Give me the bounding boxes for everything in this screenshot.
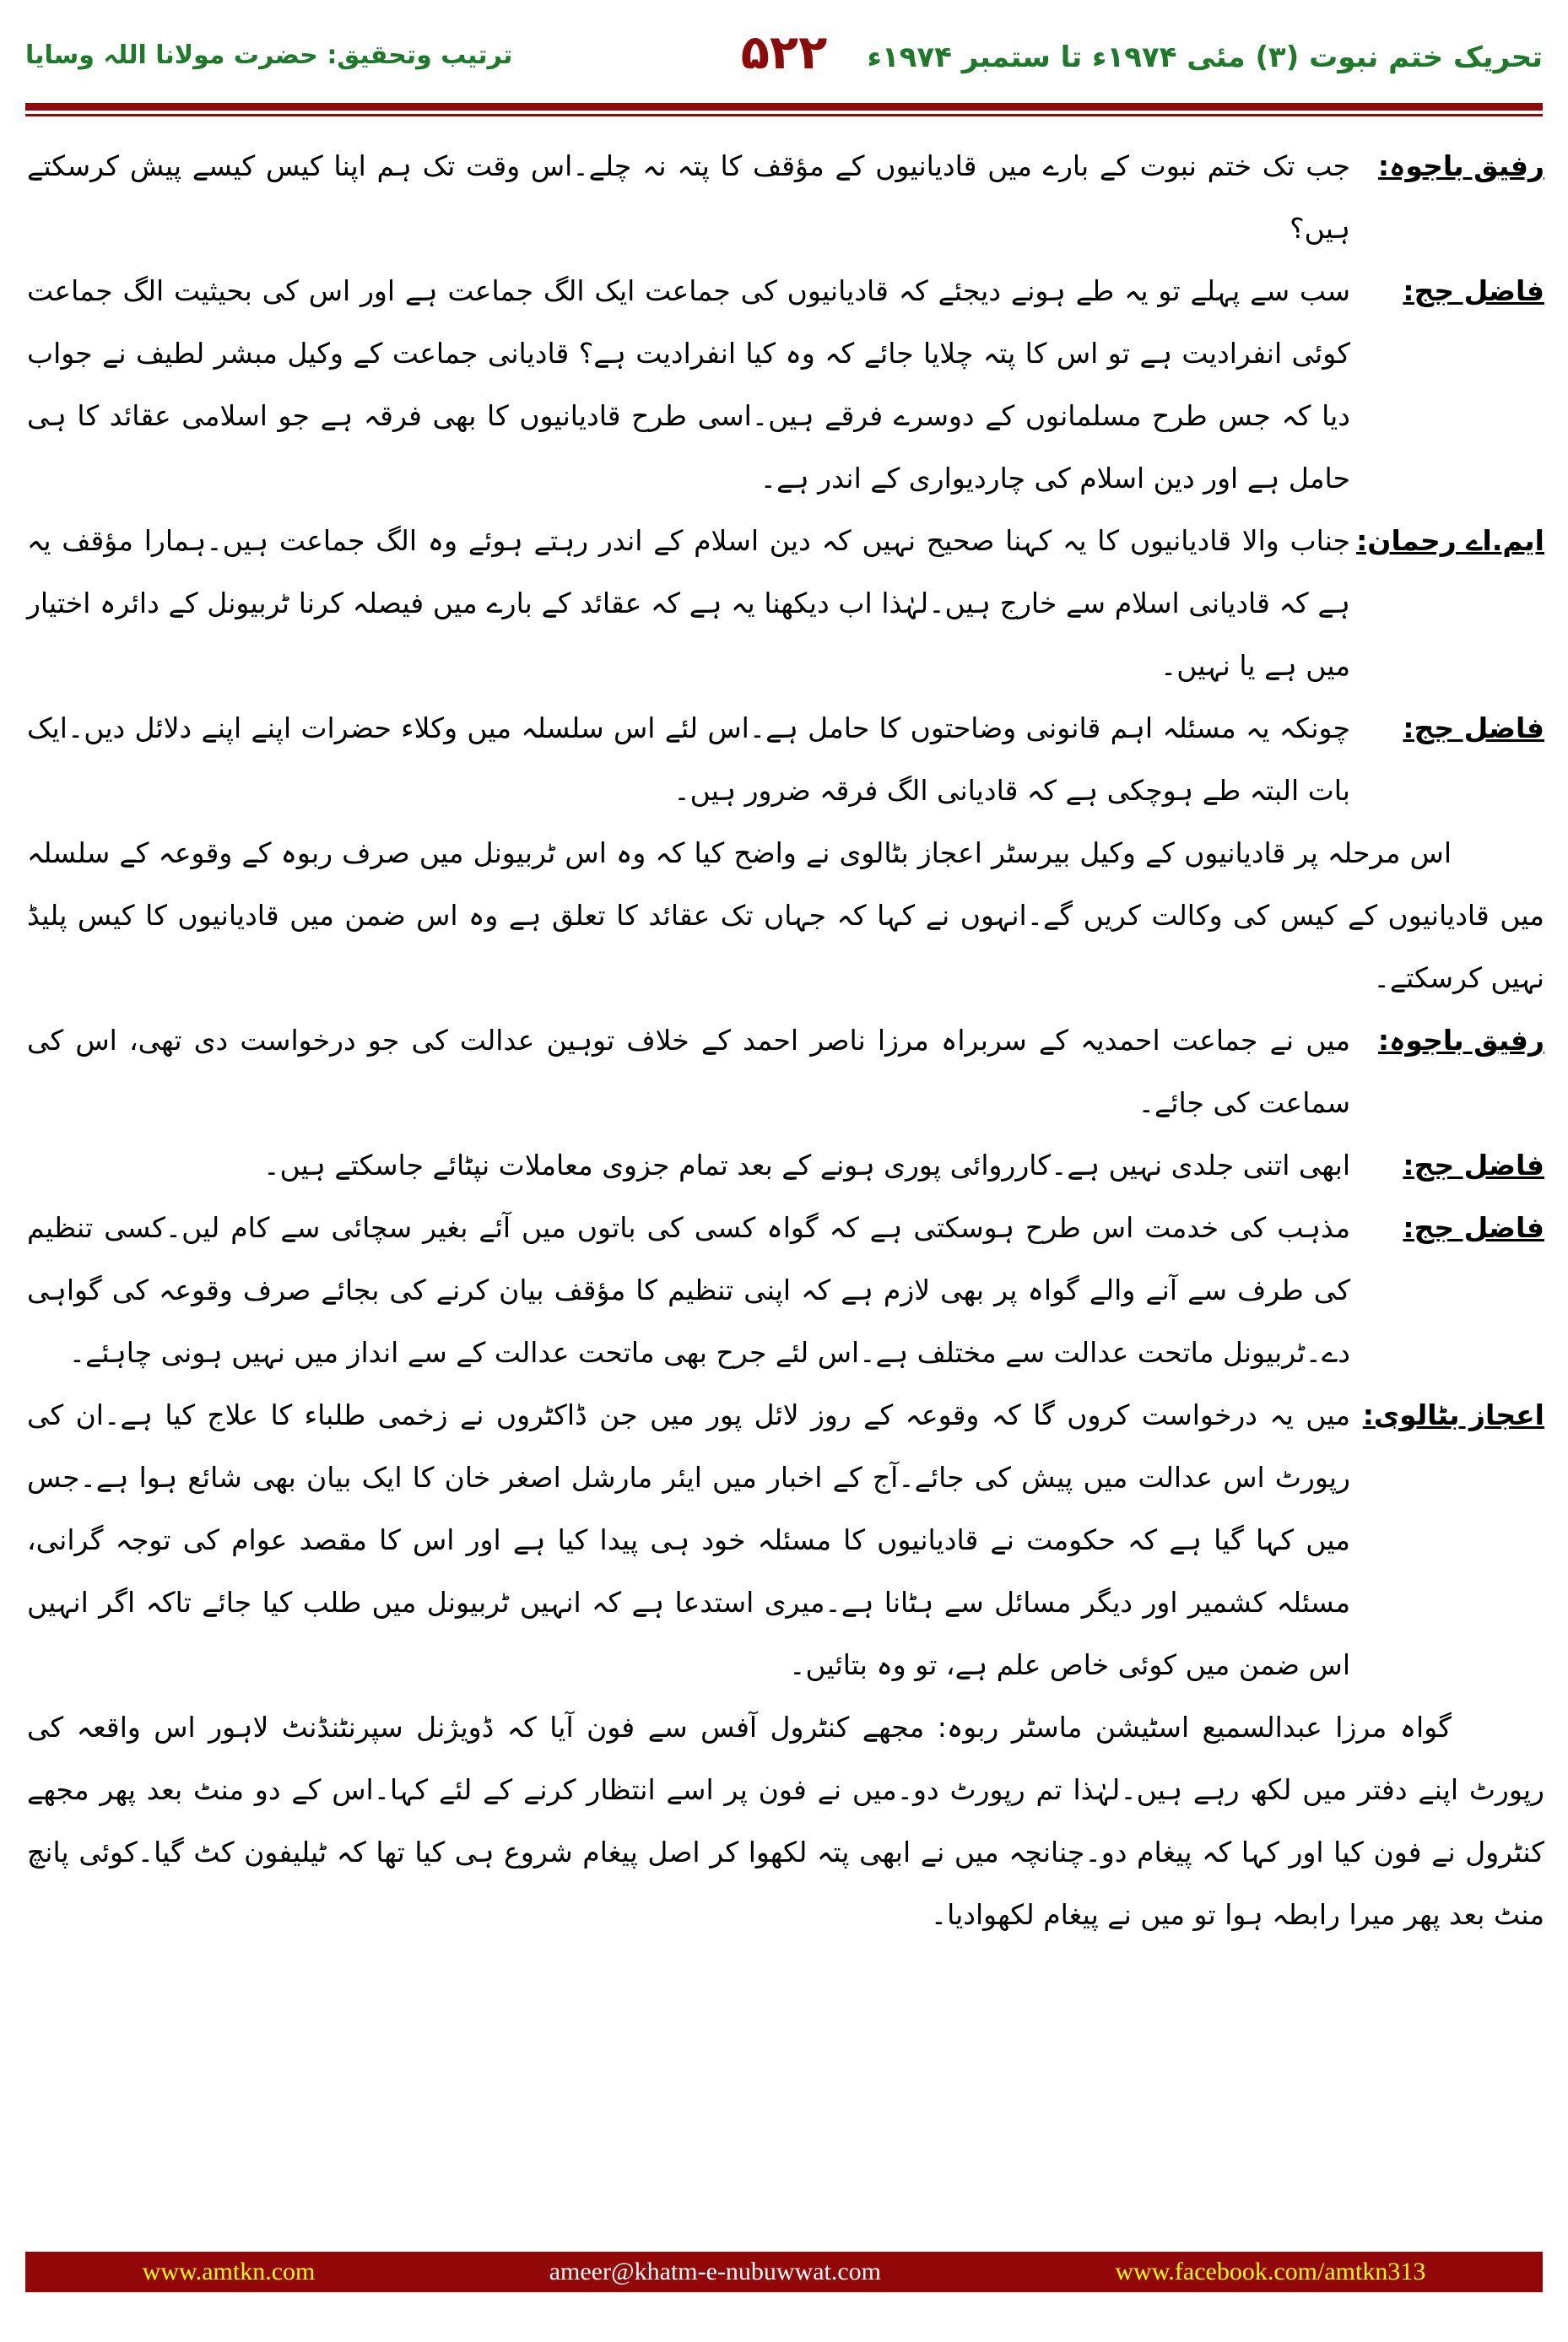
speaker-label: اعجاز بٹالوی: bbox=[1362, 1398, 1544, 1431]
speech-text: ابھی اتنی جلدی نہیں ہے۔کارروائی پوری ہونے کے بعد تمام جزوی معاملات نپٹائے جاسکتے ہیں۔ bbox=[263, 1149, 1350, 1182]
footer-bar bbox=[25, 2252, 1543, 2292]
transcript-entry bbox=[27, 510, 1544, 697]
transcript-entry bbox=[27, 1384, 1544, 1696]
transcript-entry bbox=[27, 1009, 1544, 1134]
speech-text: جناب والا قادیانیوں کا یہ کہنا صحیح نہیں کہ دین اسلام کے اندر رہتے ہوئے وہ الگ جماعت ہیں۔ہمارا مؤقف یہ ہے کہ قادیانی اسلام سے خارج ہیں۔لہٰذا اب دیکھنا یہ ہے کہ عقائد کے بارے میں فیصلہ کرنا ٹربیونل کے دائرہ اختیار میں ہے یا نہیں۔ bbox=[27, 524, 1350, 682]
speaker-label: فاضل جج: bbox=[1403, 711, 1544, 744]
speech-text: جب تک ختم نبوت کے بارے میں قادیانیوں کے مؤقف کا پتہ نہ چلے۔اس وقت تک ہم اپنا کیس کیسے پیش کرسکتے ہیں؟ bbox=[27, 149, 1350, 245]
speech-text: مذہب کی خدمت اس طرح ہوسکتی ہے کہ گواہ کسی کی باتوں میں آئے بغیر سچائی سے کام لیں۔کسی تنظیم کی طرف سے آنے والے گواہ پر بھی لازم ہے کہ اپنی تنظیم کا مؤقف بیان کرنے کی بجائے صرف وقوعہ کی گواہی دے۔ٹربیونل ماتحت عدالت سے مختلف ہے۔اس لئے جرح بھی ماتحت عدالت کے سے انداز میں نہیں ہونی چاہئے۔ bbox=[27, 1211, 1350, 1369]
email-link[interactable]: ameer@khatm-e-nubuwwat.com bbox=[549, 2258, 882, 2285]
speaker-label: فاضل جج: bbox=[1403, 274, 1544, 307]
transcript-entry bbox=[27, 697, 1544, 822]
speaker-label: فاضل جج: bbox=[1403, 1149, 1544, 1182]
transcript-entry bbox=[27, 1197, 1544, 1384]
book-title: تحریک ختم نبوت (۳) مئی ۱۹۷۴ء تا ستمبر ۱۹۷۴ء bbox=[867, 41, 1543, 74]
speech-text: چونکہ یہ مسئلہ اہم قانونی وضاحتوں کا حامل ہے۔اس لئے اس سلسلہ میں وکلاء حضرات اپنے اپنے دلائل دیں۔ایک بات البتہ طے ہوچکی ہے کہ قادیانی الگ فرقہ ضرور ہیں۔ bbox=[27, 711, 1350, 807]
transcript-entry bbox=[27, 135, 1544, 260]
header-rule-thick bbox=[25, 103, 1543, 111]
transcript-entry bbox=[27, 260, 1544, 510]
speaker-label: فاضل جج: bbox=[1403, 1211, 1544, 1244]
page-header bbox=[25, 25, 1543, 101]
speaker-label: رفیق باجوہ: bbox=[1377, 149, 1544, 182]
facebook-link[interactable]: www.facebook.com/amtkn313 bbox=[1115, 2258, 1426, 2285]
header-rule-thin bbox=[25, 114, 1543, 116]
speaker-label: ایم.اے رحمان: bbox=[1356, 524, 1544, 557]
page-number: ۵۲۲ bbox=[740, 25, 828, 80]
speech-text: میں نے جماعت احمدیہ کے سربراہ مرزا ناصر احمد کے خلاف توہین عدالت کی جو درخواست دی تھی، اس کی سماعت کی جائے۔ bbox=[27, 1024, 1350, 1119]
narrative-paragraph: گواہ مرزا عبدالسمیع اسٹیشن ماسٹر ربوہ: مجھے کنٹرول آفس سے فون آیا کہ ڈویژنل سپرنٹنڈنٹ لاہور اس واقعہ کی رپورٹ اپنے دفتر میں لکھ رہے ہیں۔لہٰذا تم رپورٹ دو۔میں نے فون پر اسے انتظار کرنے کے لئے کہا۔اس کے دو منٹ بعد پھر مجھے کنٹرول نے فون کیا اور کہا کہ پیغام دو۔چنانچہ میں نے ابھی پتہ لکھوا کر اصل پیغام شروع ہی کیا تھا کہ ٹیلیفون کٹ گیا۔کوئی پانچ منٹ بعد پھر میرا رابطہ ہوا تو میں نے پیغام لکھوادیا۔ bbox=[27, 1711, 1544, 1931]
narrative-paragraph: اس مرحلہ پر قادیانیوں کے وکیل بیرسٹر اعجاز بٹالوی نے واضح کیا کہ وہ اس ٹربیونل میں صرف ربوہ کے وقوعہ کے سلسلہ میں قادیانیوں کے کیس کی وکالت کریں گے۔انہوں نے کہا کہ جہاں تک عقائد کا تعلق ہے وہ اس ضمن میں قادیانیوں کا کیس پلیڈ نہیں کرسکتے۔ bbox=[27, 836, 1544, 994]
transcript-body bbox=[27, 135, 1544, 1946]
speech-text: سب سے پہلے تو یہ طے ہونے دیجئے کہ قادیانیوں کی جماعت ایک الگ جماعت ہے اور اس کی بحیثیت الگ جماعت کوئی انفرادیت ہے تو اس کا پتہ چلایا جائے کہ وہ کیا انفرادیت ہے؟ قادیانی جماعت کے وکیل مبشر لطیف نے جواب دیا کہ جس طرح مسلمانوں کے دوسرے فرقے ہیں۔اسی طرح قادیانیوں کا بھی فرقہ ہے جو اسلامی عقائد کا ہی حامل ہے اور دین اسلام کی چاردیواری کے اندر ہے۔ bbox=[27, 274, 1350, 495]
website-link[interactable]: www.amtkn.com bbox=[142, 2258, 316, 2285]
page-top bbox=[0, 0, 1568, 135]
speaker-label: رفیق باجوہ: bbox=[1377, 1024, 1544, 1057]
speech-text: میں یہ درخواست کروں گا کہ وقوعہ کے روز لائل پور میں جن ڈاکٹروں نے زخمی طلباء کا علاج کیا ہے۔ان کی رپورٹ اس عدالت میں پیش کی جائے۔آج کے اخبار میں ایئر مارشل اصغر خان کا ایک بیان بھی شائع ہوا ہے۔جس میں کہا گیا ہے کہ حکومت نے قادیانیوں کا مسئلہ خود ہی پیدا کیا ہے اور اس کا مقصد عوام کی توجہ گرانی، مسئلہ کشمیر اور دیگر مسائل سے ہٹانا ہے۔میری استدعا ہے کہ انہیں ٹربیونل میں طلب کیا جائے تاکہ اگر انہیں اس ضمن میں کوئی خاص علم ہے، تو وہ بتائیں۔ bbox=[27, 1398, 1350, 1681]
compiler-credit: ترتیب وتحقیق: حضرت مولانا اللہ وسایا bbox=[25, 41, 513, 70]
content-footer-gap bbox=[0, 1946, 1568, 1963]
transcript-entry bbox=[27, 1134, 1544, 1197]
